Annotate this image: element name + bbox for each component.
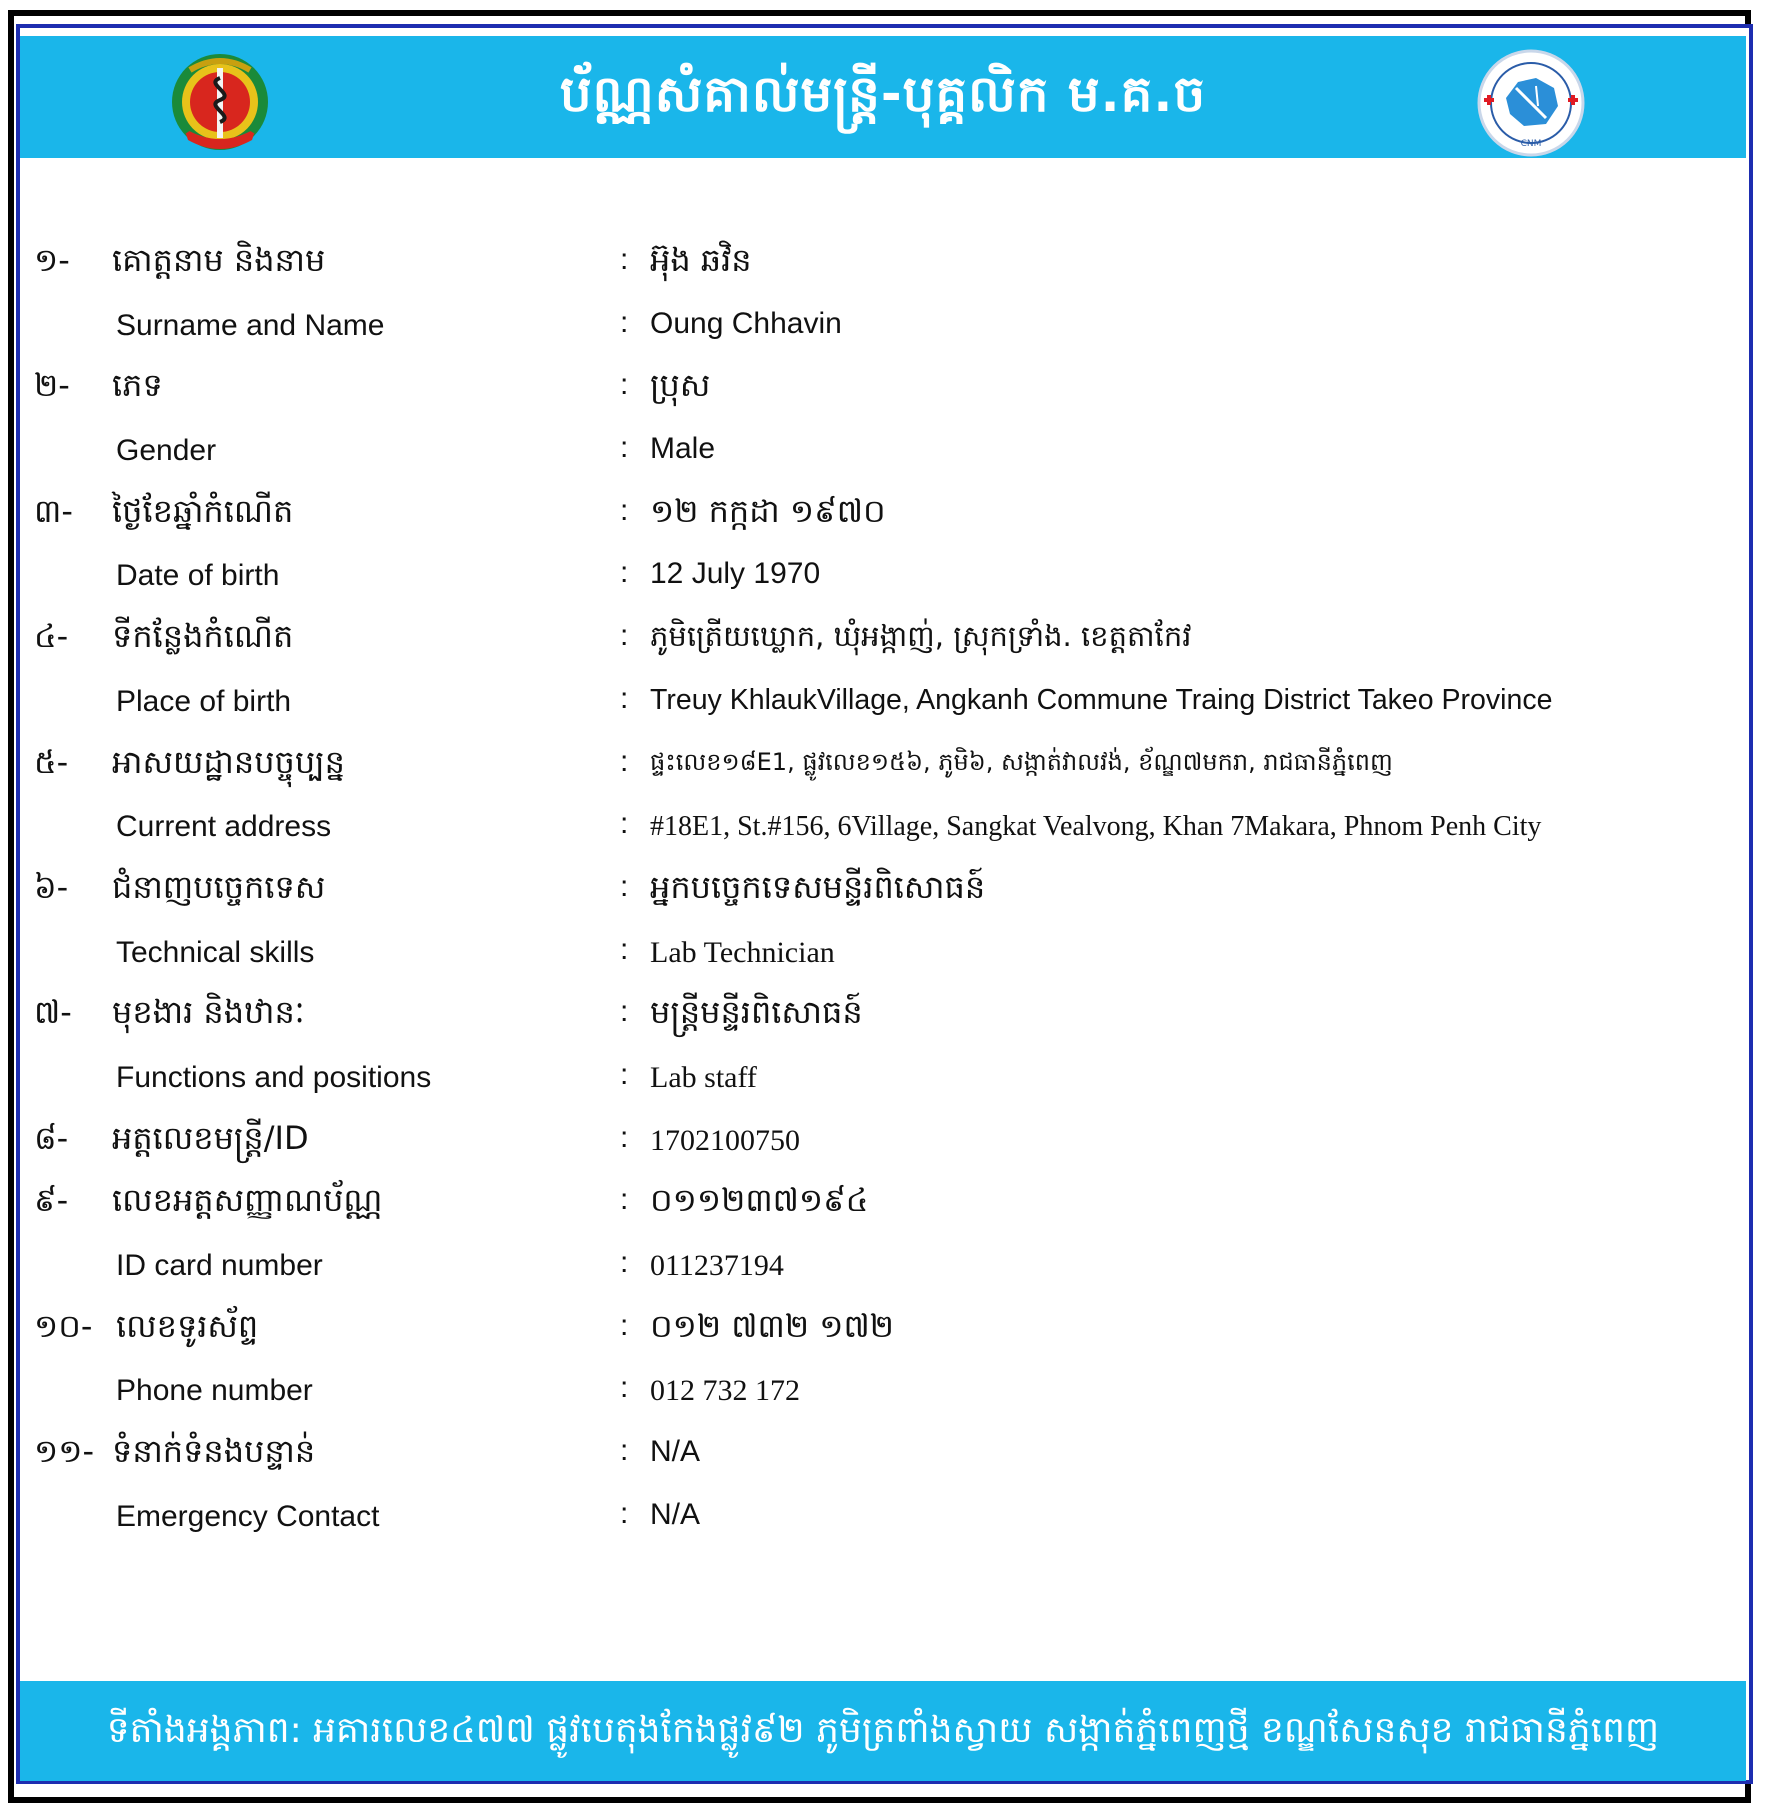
field-colon: : [620, 1496, 629, 1530]
field-colon: : [620, 243, 629, 276]
field-row-name-en [34, 298, 1734, 361]
field-colon: : [620, 869, 629, 903]
field-label-en: Phone number [116, 1374, 313, 1408]
field-colon: : [620, 932, 629, 966]
field-row-gender-km [34, 360, 1734, 423]
field-colon: : [620, 368, 629, 402]
field-colon: : [620, 431, 629, 465]
field-value-en: Treuy KhlaukVillage, Angkanh Commune Traing District Takeo Province [650, 683, 1553, 716]
field-colon: : [620, 995, 629, 1029]
field-row-position-km [34, 987, 1734, 1050]
info-rows [34, 235, 1734, 1551]
field-colon: : [620, 1120, 629, 1154]
field-number: ៦- [34, 867, 69, 906]
field-colon: : [620, 556, 629, 590]
field-label-km: ទំនាក់ទំនងបន្ទាន់ [112, 1432, 316, 1471]
field-value-km: មន្ត្រីមន្ទីរពិសោធន៍ [650, 993, 863, 1032]
field-row-idcard-en [34, 1238, 1734, 1301]
field-label-en: Gender [116, 434, 217, 468]
field-value-en: Lab staff [650, 1060, 757, 1094]
field-row-birthplace-km [34, 611, 1734, 674]
field-row-skills-en [34, 925, 1734, 988]
field-label-en: ID card number [116, 1249, 323, 1282]
field-colon: : [620, 681, 629, 715]
field-colon: : [620, 1246, 629, 1279]
field-label-en: Date of birth [116, 559, 280, 593]
field-number: ៧- [34, 993, 72, 1032]
field-label-km: អត្តលេខមន្ត្រី/ID [112, 1118, 309, 1157]
field-number: ៥- [34, 742, 69, 781]
field-value-en: 011237194 [650, 1249, 784, 1282]
field-colon: : [620, 1308, 629, 1342]
field-colon: : [620, 744, 629, 778]
field-value-km: អ៊ុង ឆវិន [650, 241, 752, 279]
field-row-birthplace-en [34, 674, 1734, 737]
field-value-en: #18E1, St.#156, 6Village, Sangkat Vealvong, Khan 7Makara, Phnom Penh City [650, 811, 1542, 843]
field-label-km: គោត្តនាម និងនាម [112, 241, 326, 279]
field-row-emergency-km [34, 1426, 1734, 1489]
field-value-en: 012 732 172 [650, 1374, 800, 1408]
field-label-en: Surname and Name [116, 308, 385, 342]
field-colon: : [620, 305, 629, 339]
field-row-skills-km [34, 862, 1734, 925]
field-colon: : [620, 493, 629, 527]
field-value-en: Male [650, 432, 716, 466]
field-colon: : [620, 807, 629, 841]
field-number: ១១- [34, 1432, 94, 1471]
field-value-en: 12 July 1970 [650, 557, 821, 591]
field-label-km: ភេទ [112, 366, 163, 405]
field-label-km: លេខទូរស័ព្ទ [116, 1306, 259, 1345]
field-row-address-km [34, 737, 1734, 800]
field-row-phone-en [34, 1363, 1734, 1426]
field-label-km: ទីកន្លែងកំណើត [112, 617, 294, 656]
field-value-km: ភូមិត្រើយឃ្លោក, ឃុំអង្កាញ់, ស្រុកទ្រាំង. ខេត្តតាកែវ [650, 619, 1192, 654]
field-row-gender-en [34, 423, 1734, 486]
field-label-km: ថ្ងៃខែឆ្នាំកំណើត [112, 491, 294, 530]
field-colon: : [620, 619, 629, 653]
field-label-km: មុខងារ និងឋានៈ [112, 993, 305, 1032]
field-number: ៤- [34, 617, 69, 656]
field-value: 1702100750 [650, 1123, 800, 1157]
field-colon: : [620, 1057, 629, 1091]
field-row-address-en [34, 799, 1734, 862]
field-row-name-km [34, 235, 1734, 298]
field-colon: : [620, 1434, 629, 1468]
field-label-en: Emergency Contact [116, 1499, 380, 1533]
field-value-en: Lab Technician [650, 935, 835, 969]
field-number: ៩- [34, 1181, 69, 1220]
field-row-emergency-en [34, 1489, 1734, 1552]
field-value-km: ផ្ទះលេខ១៨E1, ផ្លូវលេខ១៥៦, ភូមិ៦, សង្កាត់វាលវង់, ខ័ណ្ឌ៧មករា, រាជធានីភ្នំពេញ [650, 747, 1393, 776]
field-row-dob-en [34, 548, 1734, 611]
cnm-center-logo-icon [1476, 48, 1586, 158]
field-label-en: Technical skills [116, 935, 315, 969]
field-value-en: Oung Chhavin [650, 306, 842, 340]
field-number: ១- [34, 241, 70, 279]
field-colon: : [620, 1371, 629, 1405]
field-value-km: N/A [650, 1435, 701, 1469]
footer-band [20, 1681, 1746, 1781]
field-row-idcard-km [34, 1175, 1734, 1238]
field-value-km: ០១២ ៧៣២ ១៧២ [650, 1306, 894, 1345]
field-value-km: អ្នកបច្ចេកទេសមន្ទីរពិសោធន៍ [650, 867, 986, 906]
field-value-en: N/A [650, 1497, 701, 1531]
field-row-staff-id [34, 1113, 1734, 1176]
field-number: ៨- [34, 1118, 69, 1157]
field-label-en: Functions and positions [116, 1060, 432, 1094]
field-value-km: ០១១២៣៧១៩៤ [650, 1181, 869, 1220]
field-row-dob-km [34, 486, 1734, 549]
field-label-en: Place of birth [116, 684, 292, 718]
field-number: ២- [34, 366, 70, 405]
field-value-km: ប្រុស [650, 366, 711, 405]
ministry-of-health-emblem-icon [168, 50, 272, 154]
field-value-km: ១២ កក្កដា ១៩៧០ [650, 491, 886, 530]
office-location-text: ទីតាំងអង្គភាព: អគារលេខ៤៧៧ ផ្លូវបេតុងកែងផ្លូវ៩២ ភូមិត្រពាំងស្វាយ សង្កាត់ភ្នំពេញថ្មី ខណ្ឌសែនសុខ រាជធានីភ្នំពេញ [106, 1710, 1660, 1751]
field-number: ៣- [34, 491, 73, 530]
field-colon: : [620, 1183, 629, 1217]
field-row-position-en [34, 1050, 1734, 1113]
field-label-km: លេខអត្តសញ្ញាណប័ណ្ណ [112, 1181, 383, 1220]
field-label-km: ជំនាញបច្ចេកទេស [112, 867, 326, 906]
field-label-km: អាសយដ្ឋានបច្ចុប្បន្ន [112, 742, 345, 781]
card-title: ប័ណ្ណសំគាល់មន្ត្រី-បុគ្គលិក ម.គ.ច [559, 65, 1207, 123]
field-label-en: Current address [116, 810, 332, 844]
svg-text:CNM: CNM [1520, 139, 1542, 149]
field-row-phone-km [34, 1301, 1734, 1364]
field-number: ១០- [34, 1306, 93, 1345]
